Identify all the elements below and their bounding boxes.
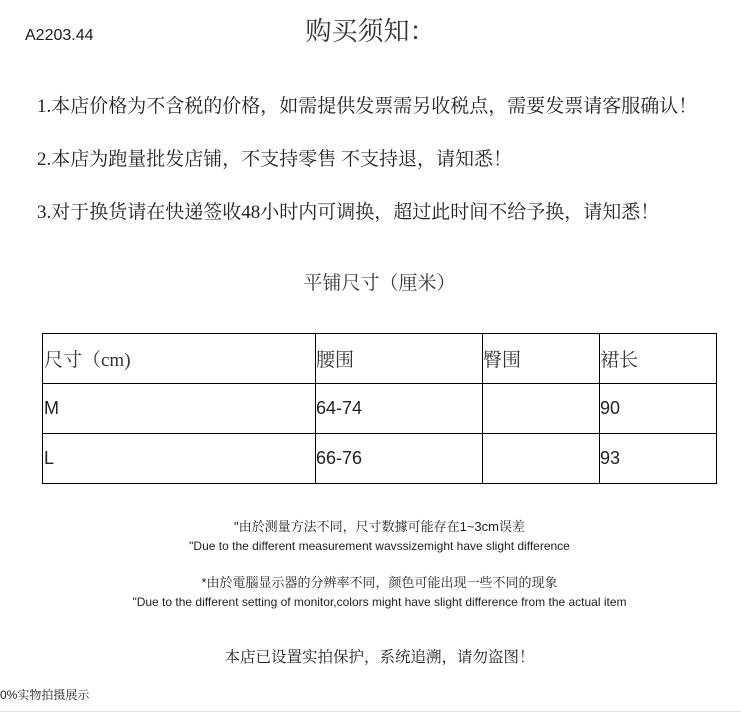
bottom-divider	[0, 711, 741, 712]
photo-protection-notice: 本店已设置实拍保护，系统追溯，请勿盗图！	[224, 649, 535, 666]
length-cell: 90	[600, 384, 717, 434]
size-table-header-waist: 腰围	[316, 334, 483, 384]
notice-item-exchange: 3.对于换货请在快递签收48小时内可调换，超过此时间不给予换，请知悉！	[37, 202, 660, 223]
page-title: 购买须知：	[305, 17, 436, 46]
notice-item-tax-invoice: 1.本店价格为不含税的价格，如需提供发票需另收税点，需要发票请客服确认！	[37, 96, 698, 117]
size-cell: M	[43, 384, 316, 434]
size-table-row	[43, 384, 717, 434]
disclaimer-color-en: "Due to the different setting of monitor,colors might have slight difference from the actual item	[132, 595, 627, 609]
size-table	[42, 333, 717, 484]
length-cell: 93	[600, 434, 717, 484]
waist-cell: 64-74	[316, 384, 483, 434]
notice-item-wholesale: 2.本店为跑量批发店铺，不支持零售 不支持退，请知悉！	[37, 149, 513, 170]
size-chart-caption: 平铺尺寸（厘米）	[303, 273, 456, 294]
product-code-label: A2203.44	[25, 27, 94, 44]
waist-cell: 66-76	[316, 434, 483, 484]
size-table-header-length: 裙长	[600, 334, 717, 384]
size-table-header-size: 尺寸（cm)	[43, 334, 316, 384]
hip-cell	[483, 434, 600, 484]
size-table-row	[43, 434, 717, 484]
size-table-header-hip: 臀围	[483, 334, 600, 384]
disclaimer-measurement-en: "Due to the different measurement wavssizemight have slight difference	[189, 539, 570, 553]
disclaimer-measurement-cn: "由於测量方法不同，尺寸数據可能存在1~3cm误差	[234, 519, 525, 534]
size-table-header-row	[43, 334, 717, 384]
size-cell: L	[43, 434, 316, 484]
hip-cell	[483, 384, 600, 434]
disclaimer-color-cn: *由於電腦显示器的分辨率不同，颜色可能出现一些不同的现象	[201, 575, 558, 590]
real-photo-label: 0%实物拍摄展示	[0, 688, 90, 702]
